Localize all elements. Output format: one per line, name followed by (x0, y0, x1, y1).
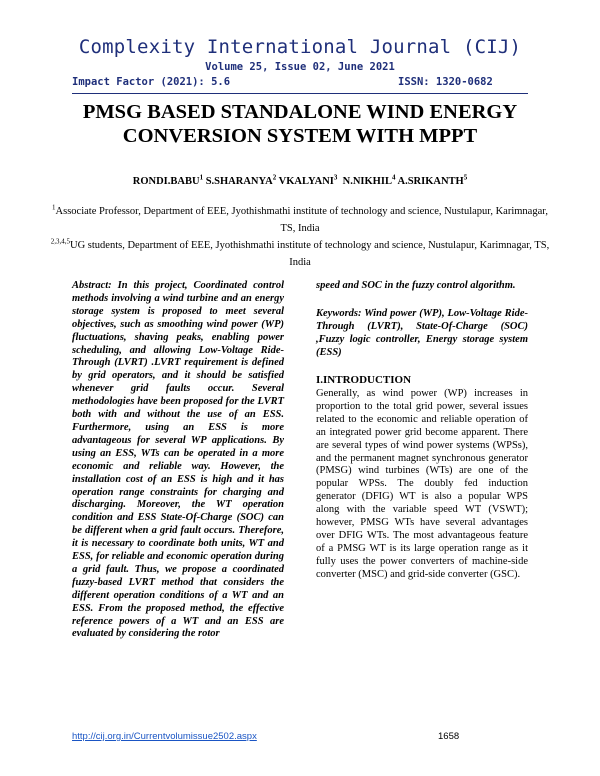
author-name: VKALYANI (278, 176, 334, 187)
author-superscript: 2 (272, 173, 277, 182)
issn: ISSN: 1320-0682 (398, 76, 493, 88)
page-number: 1658 (438, 731, 460, 742)
keywords: Keywords: Wind power (WP), Low-Voltage Ride-Through (LVRT), State-Of-Charge (SOC) ,Fuzzy logic controller, Energy storage system (ESS) (316, 308, 528, 358)
section-heading: I.INTRODUCTION (316, 374, 412, 386)
author-name: A.SRIKANTH (397, 176, 464, 187)
paper-title: PMSG BASED STANDALONE WIND ENERGY CONVERSION SYSTEM WITH MPPT (82, 101, 518, 147)
author-superscript: 4 (391, 173, 396, 182)
affiliation-text: Associate Professor, Department of EEE, Jyothishmathi institute of technology and science, Nustulapur, Karimnagar, TS, India (55, 206, 548, 234)
affiliation (50, 237, 550, 271)
affiliation-superscript: 2,3,4,5 (50, 237, 70, 246)
impact-factor: Impact Factor (2021): 5.6 (72, 76, 231, 88)
author-name: RONDI.BABU (132, 176, 200, 187)
author-superscript: 3 (333, 173, 338, 182)
journal-title: Complexity International Journal (CIJ) (78, 36, 522, 58)
header-divider (72, 93, 528, 94)
author-superscript: 5 (463, 173, 468, 182)
abstract-text: Abstract: In this project, Coordinated control methods involving a wind turbine and an energy storage system is proposed to meet several objectives, such as smoothing wind power (WP) fluctuations, shaving peaks, enabling power scheduling, and allowing Low-Voltage Ride-Through (LVRT) .LVRT requirement is defined by grid operators, and it should be satisfied whenever grid faults occur. Several methodologies have been proposed for the LVRT both with and without the use of an ESS. Furthermore, using an ESS is more advantageous for several WP applications. By using an ESS, WTs can be operated in a more economic and reliable way. However, the installation cost of an ESS is high and it has operation range constraints for charging and discharging. Moreover, the WT operation condition and ESS State-Of-Charge (SOC) can be different when a grid fault occurs. Therefore, it is necessary to coordinate both units, WT and ESS, for reliable and economic operation during a grid fault. Thus, we propose a coordinated fuzzy-based LVRT method that considers the different operation conditions of a WT and an ESS. From the proposed method, the effective reference powers of a WT and an ESS are evaluated by considering the rotor (72, 280, 284, 640)
introduction-text: Generally, as wind power (WP) increases in proportion to the total grid power, several issues related to the economic and reliable operation of an integrated power grid become apparent. There are several types of wind power systems (WPSs), and the permanent magnet synchronous generator (PMSG) wind turbines (WTs) are one of the popular WPSs. The doubly fed induction generator (DFIG) WT is also a popular WPS along with the variable speed WT (VSWT); however, PMSG WTs have several advantages over DFIG WTs. The most advantageous feature of a PMSG WT is its large operation range as it fully uses the power converters of machine-side converter (MSC) and grid-side converter (GSC). (316, 388, 528, 580)
footer-url-link[interactable]: http://cij.org.in/Currentvolumissue2502.aspx (72, 731, 257, 742)
abstract-continuation: speed and SOC in the fuzzy control algorithm. (316, 280, 516, 291)
author-list (60, 173, 540, 187)
author-name: N.NIKHIL (342, 176, 392, 187)
affiliation-text: UG students, Department of EEE, Jyothishmathi institute of technology and science, Nustulapur, Karimnagar, TS, India (70, 240, 550, 268)
author-name: S.SHARANYA (205, 176, 273, 187)
author-superscript: 1 (199, 173, 204, 182)
volume-issue-line: Volume 25, Issue 02, June 2021 (205, 61, 395, 73)
affiliation (50, 203, 550, 237)
affiliation-superscript: 1 (52, 203, 56, 212)
